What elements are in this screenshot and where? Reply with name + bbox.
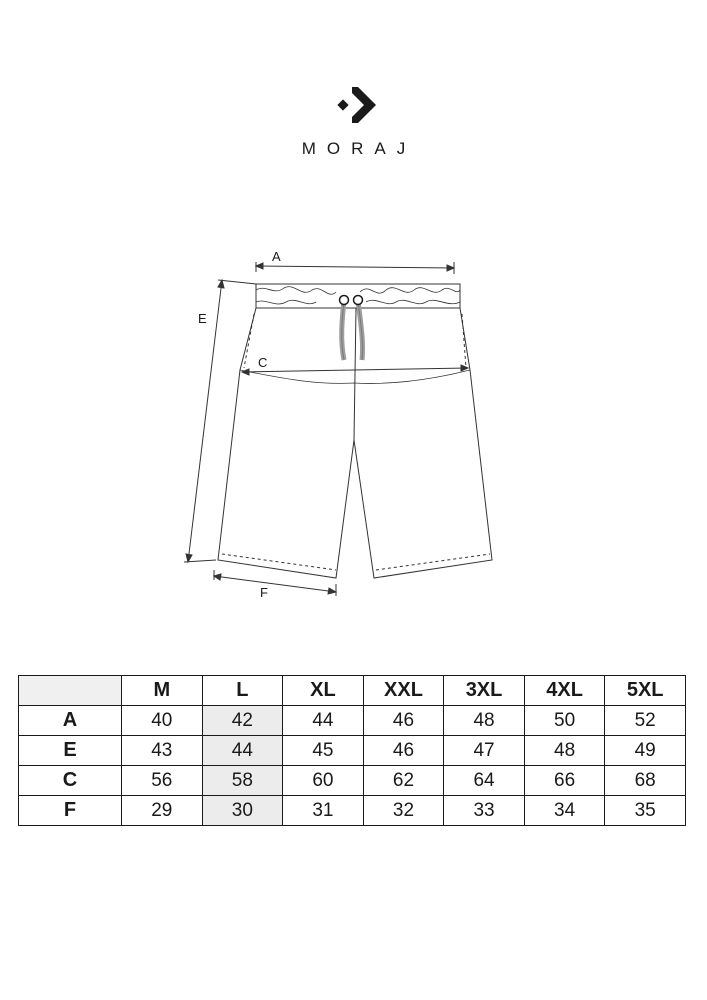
table-cell: 31 bbox=[283, 796, 364, 826]
measurement-row-label: A bbox=[19, 706, 122, 736]
size-table-body bbox=[19, 706, 686, 826]
table-cell: 68 bbox=[605, 766, 686, 796]
size-column-header: L bbox=[202, 676, 283, 706]
chevron-diamond-logo-icon bbox=[336, 85, 380, 125]
dimension-label-a: A bbox=[272, 249, 281, 264]
shorts-diagram bbox=[170, 240, 510, 620]
table-cell: 33 bbox=[444, 796, 525, 826]
measurement-row-label: F bbox=[19, 796, 122, 826]
size-column-header: XXL bbox=[363, 676, 444, 706]
dimension-label-f: F bbox=[260, 585, 268, 600]
table-row bbox=[19, 766, 686, 796]
table-cell: 35 bbox=[605, 796, 686, 826]
table-corner-cell bbox=[19, 676, 122, 706]
table-cell: 60 bbox=[283, 766, 364, 796]
table-row bbox=[19, 736, 686, 766]
drawstring bbox=[340, 296, 363, 361]
size-column-header: 4XL bbox=[524, 676, 605, 706]
measurement-row-label: E bbox=[19, 736, 122, 766]
dimension-label-e: E bbox=[198, 311, 207, 326]
table-cell: 52 bbox=[605, 706, 686, 736]
table-cell: 66 bbox=[524, 766, 605, 796]
table-cell: 34 bbox=[524, 796, 605, 826]
table-cell: 49 bbox=[605, 736, 686, 766]
size-column-header: M bbox=[122, 676, 203, 706]
size-column-header: 3XL bbox=[444, 676, 525, 706]
table-cell: 58 bbox=[202, 766, 283, 796]
size-table bbox=[18, 675, 686, 826]
table-cell: 30 bbox=[202, 796, 283, 826]
table-cell: 45 bbox=[283, 736, 364, 766]
table-row bbox=[19, 706, 686, 736]
table-cell: 44 bbox=[202, 736, 283, 766]
table-cell: 32 bbox=[363, 796, 444, 826]
table-cell: 42 bbox=[202, 706, 283, 736]
table-cell: 44 bbox=[283, 706, 364, 736]
size-column-header: 5XL bbox=[605, 676, 686, 706]
table-row bbox=[19, 796, 686, 826]
size-column-header: XL bbox=[283, 676, 364, 706]
table-cell: 48 bbox=[444, 706, 525, 736]
table-cell: 64 bbox=[444, 766, 525, 796]
table-cell: 56 bbox=[122, 766, 203, 796]
measurement-row-label: C bbox=[19, 766, 122, 796]
table-cell: 46 bbox=[363, 736, 444, 766]
table-cell: 46 bbox=[363, 706, 444, 736]
size-header-row bbox=[19, 676, 686, 706]
table-cell: 48 bbox=[524, 736, 605, 766]
table-cell: 47 bbox=[444, 736, 525, 766]
table-cell: 43 bbox=[122, 736, 203, 766]
table-cell: 62 bbox=[363, 766, 444, 796]
table-cell: 29 bbox=[122, 796, 203, 826]
dimension-label-c: C bbox=[258, 355, 268, 370]
brand-name: MORAJ bbox=[301, 139, 417, 158]
table-cell: 40 bbox=[122, 706, 203, 736]
table-cell: 50 bbox=[524, 706, 605, 736]
